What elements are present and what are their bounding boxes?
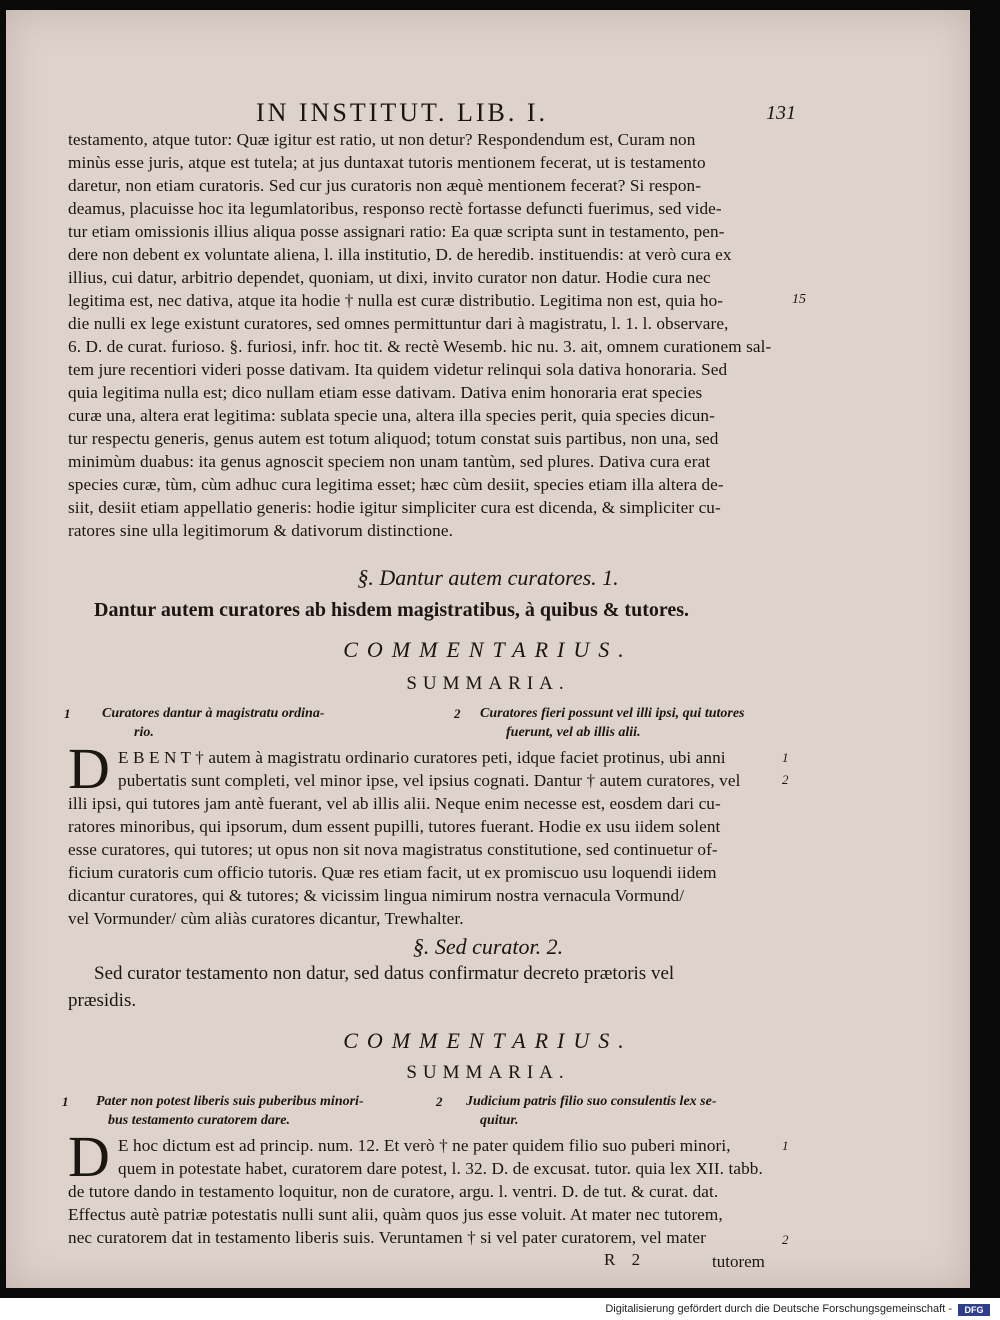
summary-item [480, 704, 810, 742]
page-header [256, 98, 796, 132]
section-rubric: præsidis. [68, 990, 137, 1011]
text-line: de tutore dando in testamento loquitur, non de curatore, argu. l. ventri. D. de tut. & curat. dat. [68, 1182, 719, 1201]
text-line: quia legitima nulla est; dico nullam etiam esse dativam. Dativa enim honoraria erat species [68, 383, 703, 402]
text-line: esse curatores, qui tutores; ut opus non sit nova magistratus constitutione, sed continuetur of- [68, 840, 718, 859]
drop-capital: D [68, 1124, 110, 1189]
section-rubric: Dantur autem curatores ab hisdem magistratibus, à quibus & tutores. [94, 599, 690, 621]
summary-item [102, 704, 422, 742]
section-rubric: Sed curator testamento non datur, sed datus confirmatur decreto prætoris vel [94, 963, 675, 984]
commentarius-heading: COMMENTARIUS. [343, 637, 633, 662]
catchword: tutorem [712, 1252, 765, 1271]
margin-note: 1 [782, 750, 789, 765]
funding-notice: Digitalisierung gefördert durch die Deutsche Forschungsgemeinschaft - [605, 1303, 952, 1315]
text-line: tur respectu generis, genus autem est totum aliquod; totum constat suis partibus, non una, sed [68, 429, 719, 448]
text-line: illi ipsi, qui tutores jam antè fuerant, vel ab illis alii. Neque enim necesse est, eosdem dari cu- [68, 794, 721, 813]
text-line: tem jure recentiori videri posse dativam. Ita quidem videtur relinqui sola dativa honoraria. Sed [68, 360, 728, 379]
text-line: E hoc dictum est ad princip. num. 12. Et verò † ne pater quidem filio suo puberi minori, [118, 1136, 731, 1155]
text-line: curæ una, altera erat legitima: sublata specie una, altera illa species perit, quia species dicun- [68, 406, 715, 425]
summary-number: 1 [64, 706, 71, 721]
signature-mark: R 2 [604, 1250, 641, 1269]
text-line: quem in potestate habet, curatorem dare potest, l. 32. D. de excusat. tutor. quia lex XII. tabb. [118, 1159, 763, 1178]
text-line: E B E N T † autem à magistratu ordinario curatores peti, idque faciet protinus, ubi anni [118, 748, 726, 767]
text-line: 6. D. de curat. furioso. §. furiosi, infr. hoc tit. & rectè Wesemb. hic nu. 3. ait, omnem curationem sal- [68, 337, 772, 356]
text-line: ratores sine ulla legitimorum & dativorum distinctione. [68, 521, 453, 540]
summary-text: rio. [134, 725, 154, 740]
text-line: ratores minoribus, qui ipsorum, dum essent pupilli, tutores fuerant. Hodie ex usu iidem solent [68, 817, 721, 836]
summary-item [96, 1092, 426, 1130]
text-line: legitima est, nec dativa, atque ita hodie † nulla est curæ distributio. Legitima non est, quia ho- [68, 291, 724, 310]
text-line: dicantur curatores, qui & tutores; & vicissim lingua nimirum nostra vernacula Vormund/ [68, 886, 685, 905]
section-heading: §. Sed curator. 2. [412, 934, 564, 959]
summaria-heading: SUMMARIA. [406, 673, 570, 694]
text-line: minùs esse juris, atque est tutela; at jus duntaxat tutoris mentionem fecerat, ut is testamento [68, 153, 706, 172]
summary-item [466, 1092, 796, 1130]
running-title: IN INSTITUT. LIB. I. [256, 98, 549, 127]
text-line: Effectus autè patriæ potestatis nulli sunt alii, quàm quos jus esse voluit. At mater nec tutorem, [68, 1205, 723, 1224]
summary-text: Curatores dantur à magistratu ordina- [102, 706, 325, 721]
text-line: pubertatis sunt completi, vel minor ipse, vel ipsius cognati. Dantur † autem curatores, vel [118, 771, 741, 790]
footer-bar [0, 1302, 1000, 1320]
dfg-logo-icon: DFG [958, 1304, 990, 1316]
summary-number: 1 [62, 1094, 69, 1109]
text-line: siit, desiit etiam appellatio generis: hodie igitur simpliciter cura est dicenda, & simpliciter cu- [68, 498, 721, 517]
text-line: illius, cui datur, arbitrio dependet, quoniam, ut dixi, invito curator non datur. Hodie cura nec [68, 268, 711, 287]
text-line: deamus, placuisse hoc ita legumlatoribus, responso rectè fortasse defuncti fuerimus, sed vide- [68, 199, 722, 218]
summary-text: fuerunt, vel ab illis alii. [506, 725, 641, 740]
drop-capital: D [68, 736, 110, 801]
summary-text: bus testamento curatorem dare. [108, 1113, 291, 1128]
summary-text: Judicium patris filio suo consulentis lex se- [466, 1094, 717, 1109]
page-number: 131 [766, 102, 796, 124]
text-line: die nulli ex lege existunt curatores, sed omnes permittuntur dari à magistratu, l. 1. l. observare, [68, 314, 729, 333]
summary-text: quitur. [480, 1113, 519, 1128]
summary-text: Curatores fieri possunt vel illi ipsi, qui tutores [480, 706, 745, 721]
margin-note: 2 [782, 772, 789, 787]
text-line: nec curatorem dat in testamento liberis suis. Veruntamen † si vel pater curatorem, vel mater [68, 1228, 706, 1247]
line-reference: 15 [792, 292, 806, 307]
text-line: dere non debent ex voluntate aliena, l. illa institutio, D. de heredib. instituendis: at verò cura ex [68, 245, 732, 264]
book-page [6, 10, 970, 1288]
text-line: testamento, atque tutor: Quæ igitur est ratio, ut non detur? Respondendum est, Curam non [68, 130, 696, 149]
commentarius-heading: COMMENTARIUS. [343, 1028, 633, 1053]
margin-note: 2 [782, 1232, 789, 1247]
text-line: vel Vormunder/ cùm aliàs curatores dicantur, Trewhalter. [68, 909, 464, 928]
text-line: ficium curatoris cum officio tutoris. Quæ res etiam facit, ut ex promiscuo usu loquendi iidem [68, 863, 717, 882]
summary-text: Pater non potest liberis suis puberibus minori- [96, 1094, 364, 1109]
section-heading: §. Dantur autem curatores. 1. [357, 565, 619, 590]
summaria-heading: SUMMARIA. [406, 1062, 570, 1083]
margin-note: 1 [782, 1138, 789, 1153]
summary-number: 2 [436, 1094, 443, 1109]
text-line: tur etiam omissionis illius aliqua posse assignari ratio: Ea quæ scripta sunt in testamento, pen- [68, 222, 725, 241]
text-line: daretur, non etiam curatoris. Sed cur jus curatoris non æquè mentionem fecerat? Si respon- [68, 176, 702, 195]
text-line: minimùm duabus: ita genus agnoscit speciem non unam tantùm, sed plures. Dativa cura erat [68, 452, 711, 471]
text-line: species curæ, tùm, cùm adhuc cura legitima esset; hæc cùm desiit, species etiam illa altera de- [68, 475, 724, 494]
summary-number: 2 [454, 706, 461, 721]
